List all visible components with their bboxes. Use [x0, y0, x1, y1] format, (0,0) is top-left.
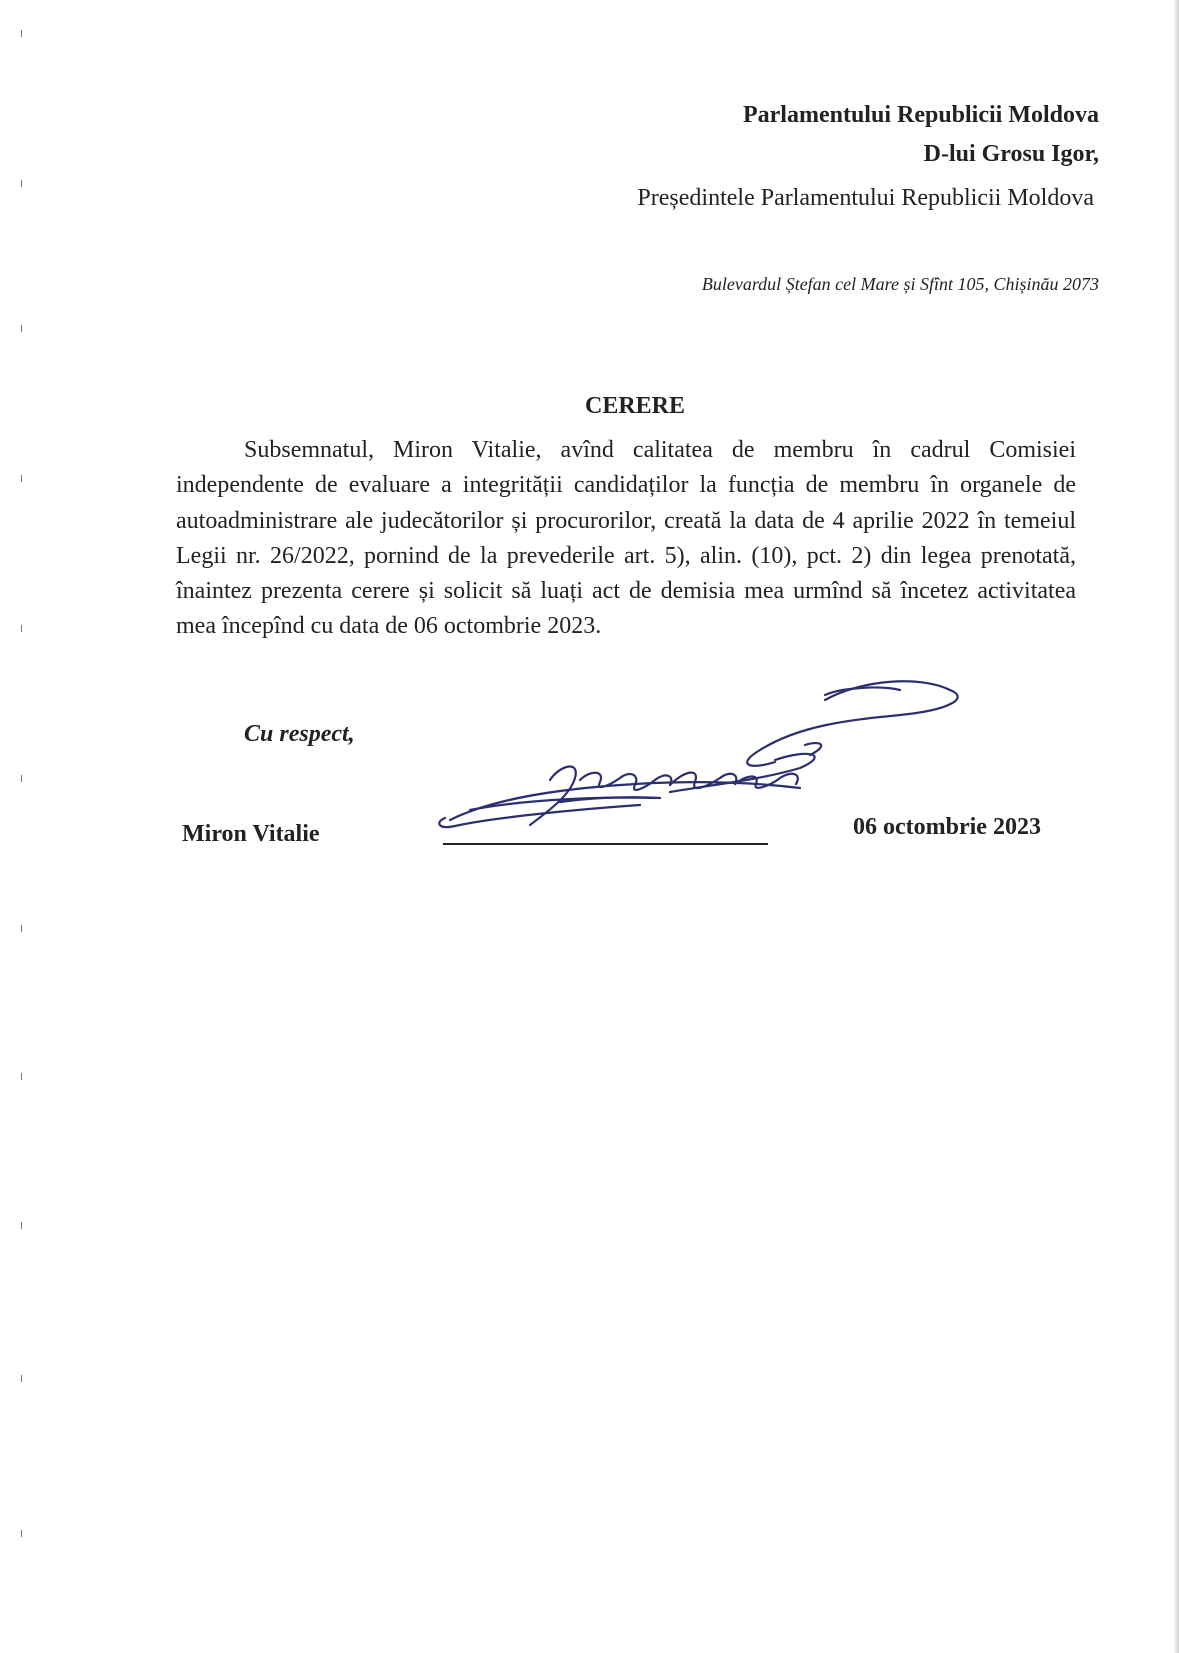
recipient-person: D-lui Grosu Igor, [923, 141, 1099, 167]
document-body: Subsemnatul, Miron Vitalie, avînd calitatea de membru în cadrul Comisiei independente de evaluare a integrității candidaților la funcția de membru în organele de autoadministrare ale judecătorilor și procurorilor, creată la data de 4 aprilie 2022 în temeiul Legii nr. 26/2022, pornind de la prevederile art. 5), alin. (10), pct. 2) din legea prenotată, înaintez prezenta cerere și solicit să luați act de demisia mea urmînd să încetez activitatea mea începînd cu data de 06 octombrie 2023. [176, 437, 1076, 640]
margin-mark [21, 1375, 22, 1382]
document-title: CERERE [584, 393, 686, 419]
margin-mark [21, 180, 22, 187]
margin-mark [21, 1530, 22, 1537]
margin-mark [21, 775, 22, 782]
margin-mark [21, 925, 22, 932]
page-edge-shadow [1173, 0, 1179, 1653]
recipient-address: Bulevardul Ștefan cel Mare și Sfînt 105, Chișinău 2073 [701, 274, 1099, 294]
recipient-block [743, 96, 1099, 174]
closing-phrase: Cu respect, [244, 721, 355, 747]
margin-mark [21, 625, 22, 632]
margin-mark [21, 1222, 22, 1229]
recipient-institution: Parlamentului Republicii Moldova [742, 102, 1099, 128]
signer-name: Miron Vitalie [182, 821, 320, 847]
margin-mark [21, 1073, 22, 1080]
margin-mark [21, 475, 22, 482]
recipient-role: Președintele Parlamentului Republicii Moldova [637, 185, 1094, 211]
margin-mark [21, 30, 22, 37]
signature-date: 06 octombrie 2023 [853, 814, 1041, 840]
margin-mark [21, 325, 22, 332]
